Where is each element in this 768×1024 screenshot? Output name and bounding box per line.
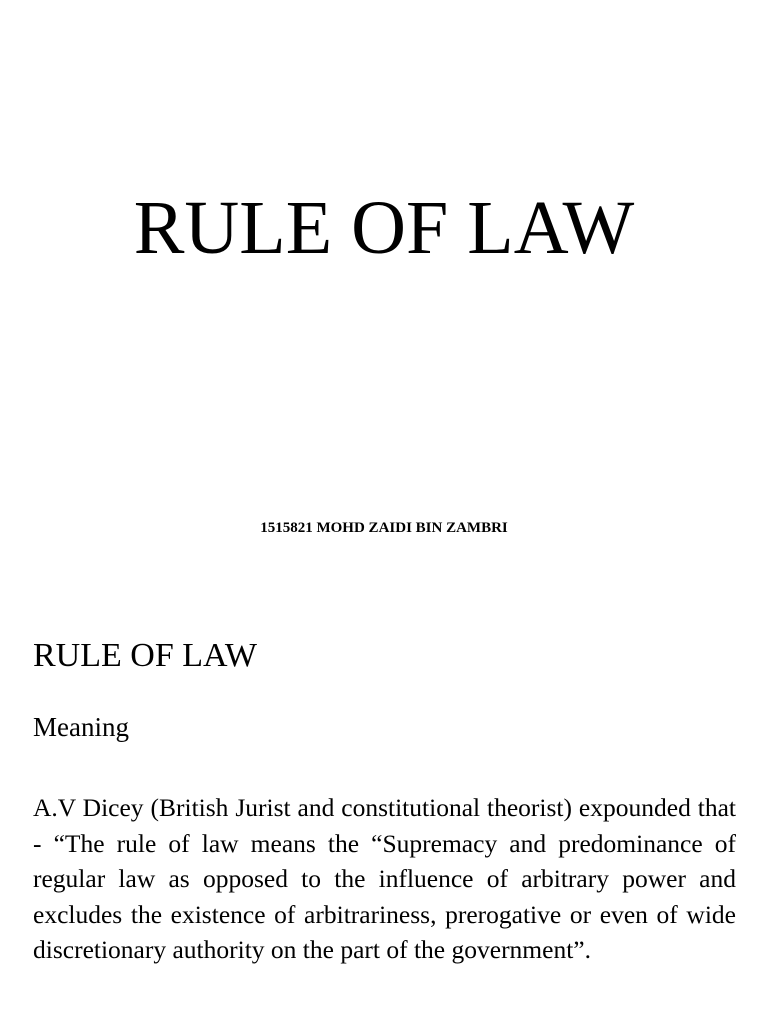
definition-paragraph: A.V Dicey (British Jurist and constitutional theorist) expounded that - “The rule of law means the “Supremacy and predominance of regular law as opposed to the influence of arbitrary power and excludes the existence of arbitrariness, prerogative or even of wide discretionary authority on the part of the government”. [33,793,736,964]
meaning-subheading: Meaning [33,712,129,742]
author-line: 1515821 MOHD ZAIDI BIN ZAMBRI [260,520,508,536]
section-heading: RULE OF LAW [33,637,257,674]
cover-title: RULE OF LAW [133,186,635,270]
